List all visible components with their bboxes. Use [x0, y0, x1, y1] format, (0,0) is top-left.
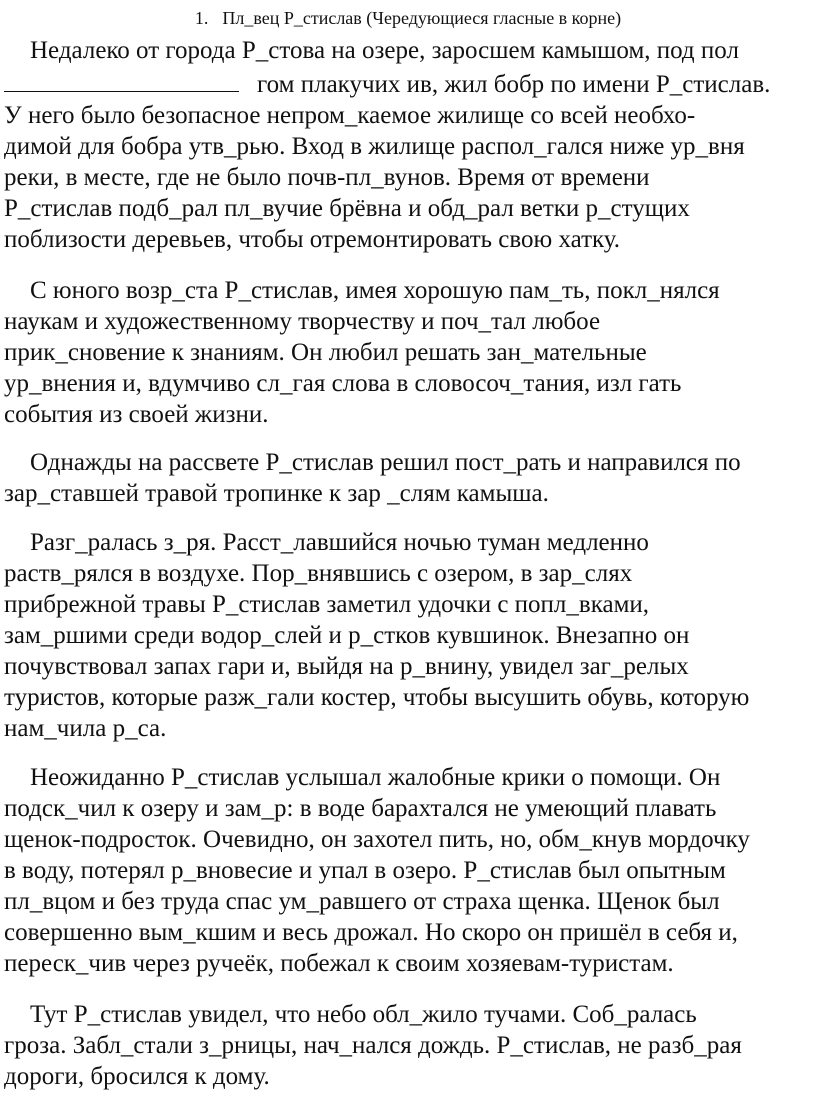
paragraph-1-line-1: Недалеко от города Р_стова на озере, заросшем камышом, под пол — [30, 37, 739, 64]
paragraph-1-line-4: димой для бобра утв_рью. Вход в жилище распол_гался ниже ур_вня — [4, 133, 745, 160]
paragraph-6-line-3: дороги, бросился к дому. — [4, 1063, 270, 1090]
paragraph-1-line-7: поблизости деревьев, чтобы отремонтировать свою хатку. — [4, 226, 621, 253]
paragraph-5-line-4: в воду, потерял р_вновесие и упал в озеро. Р_стислав был опытным — [4, 857, 726, 884]
paragraph-1-line-2-text: гом плакучих ив, жил бобр по имени Р_стислав. — [257, 71, 771, 98]
paragraph-4-line-1: Разг_ралась з_ря. Расст_лавшийся ночью туман медленно — [30, 529, 649, 556]
paragraph-2-line-5: события из своей жизни. — [4, 401, 269, 428]
paragraph-4-line-6: туристов, которые разж_гали костер, чтобы высушить обувь, которую — [4, 684, 750, 711]
paragraph-2-line-4: ур_внения и, вдумчиво сл_гая слова в словосоч_тания, изл гать — [4, 370, 682, 397]
blank-underline — [4, 69, 239, 92]
paragraph-3-line-1: Однажды на рассвете Р_стислав решил пост_рать и направился по — [30, 449, 741, 476]
paragraph-2-line-1: С юного возр_ста Р_стислав, имея хорошую пам_ть, покл_нялся — [30, 277, 720, 304]
paragraph-5-line-3: щенок-подросток. Очевидно, он захотел пить, но, обм_кнув мордочку — [4, 826, 750, 853]
paragraph-3-line-2: зар_ставшей травой тропинке к зар _слям камыша. — [4, 480, 549, 507]
heading — [0, 8, 816, 28]
heading-title: Пл_вец Р_стислав (Чередующиеся гласные в корне) — [222, 8, 622, 28]
paragraph-2-line-3: прик_сновение к знаниям. Он любил решать зан_мательные — [4, 339, 647, 366]
paragraph-4-line-5: почувствовал запах гари и, выйдя на р_внину, увидел заг_релых — [4, 653, 689, 680]
paragraph-4-line-3: прибрежной травы Р_стислав заметил удочки с попл_вками, — [4, 591, 650, 618]
paragraph-2-line-2: наукам и художественному творчеству и поч_тал любое — [4, 308, 601, 335]
paragraph-4-line-4: зам_ршими среди водор_слей и р_стков кувшинок. Внезапно он — [4, 622, 690, 649]
paragraph-5-line-7: переск_чив через ручеёк, побежал к своим хозяевам-туристам. — [4, 950, 674, 977]
paragraph-1-line-2 — [4, 69, 812, 100]
paragraph-5-line-5: пл_вцом и без труда спас ум_равшего от страха щенка. Щенок был — [4, 888, 720, 915]
paragraph-4-line-7: нам_чила р_са. — [4, 715, 167, 742]
paragraph-1-line-3: У него было безопасное непром_каемое жилище со всей необхо- — [4, 102, 696, 129]
paragraph-6-line-2: гроза. Забл_стали з_рницы, нач_нался дождь. Р_стислав, не разб_рая — [4, 1032, 742, 1059]
paragraph-6-line-1: Тут Р_стислав увидел, что небо обл_жило тучами. Соб_ралась — [30, 1001, 697, 1028]
heading-number: 1. — [194, 8, 209, 28]
paragraph-5-line-2: подск_чил к озеру и зам_р: в воде барахтался не умеющий плавать — [4, 795, 717, 822]
paragraph-1-line-5: реки, в месте, где не было почв-пл_вунов. Время от времени — [4, 164, 650, 191]
paragraph-5-line-6: совершенно вым_кшим и весь дрожал. Но скоро он пришёл в себя и, — [4, 919, 738, 946]
paragraph-4-line-2: раств_рялся в воздухе. Пор_внявшись с озером, в зар_слях — [4, 560, 633, 587]
paragraph-5-line-1: Неожиданно Р_стислав услышал жалобные крики о помощи. Он — [30, 764, 721, 791]
paragraph-1-line-6: Р_стислав подб_рал пл_вучие брёвна и обд_рал ветки р_стущих — [4, 195, 690, 222]
